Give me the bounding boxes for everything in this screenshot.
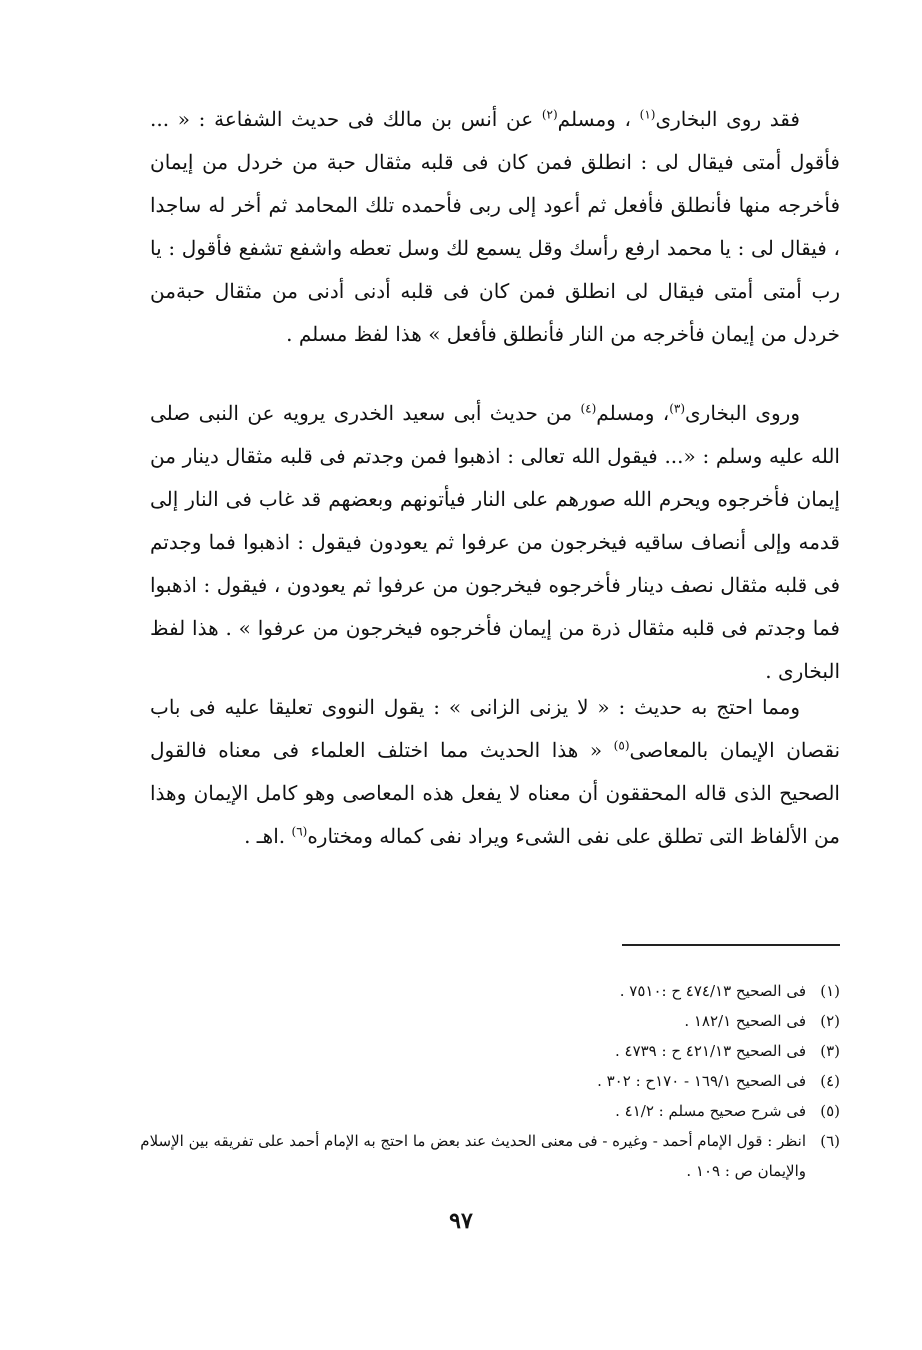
footnote-item: [130, 1096, 840, 1126]
paragraph-1-text-2: ، ومسلم: [557, 107, 640, 131]
paragraph-3-text-3: .اهـ .: [244, 824, 292, 848]
footnote-number: (٣): [820, 1042, 840, 1060]
footnote-ref-4: (٤): [580, 401, 597, 416]
footnote-item: [130, 1066, 840, 1096]
paragraph-3-text-1: ومما احتج به حديث : « لا يزنى الزانى » : يقول النووى تعليقا عليه فى باب نقصان الإيمان بالمعاصى: [150, 695, 841, 762]
footnotes-list: [130, 976, 840, 1186]
footnote-text: فى شرح صحيح مسلم : ٤١/٢ .: [615, 1102, 806, 1120]
footnote-number: (١): [820, 982, 840, 1000]
paragraph-3: [150, 686, 840, 858]
footnote-ref-6: (٦): [291, 824, 308, 839]
footnote-ref-3: (٣): [669, 401, 686, 416]
footnote-number: (٥): [820, 1102, 840, 1120]
footnote-text: فى الصحيح ١٦٩/١ - ١٧٠ح : ٣٠٢ .: [597, 1072, 806, 1090]
footnote-number: (٤): [820, 1072, 840, 1090]
footnote-item: [130, 1126, 840, 1186]
paragraph-3-text-2: « هذا الحديث مما اختلف العلماء فى معناه فالقول الصحيح الذى قاله المحققون أن معناه لا يفعل هذه المعاصى وهو كامل الإيمان وهذا من الألفاظ التى تطلق على نفى الشىء ويراد نفى كماله ومختاره: [150, 738, 840, 848]
footnote-item: [130, 976, 840, 1006]
paragraph-1-text-1: فقد روى البخارى: [655, 107, 800, 131]
paragraph-1: [150, 98, 840, 356]
footnote-divider: [622, 944, 840, 946]
paragraph-1-text-3: عن أنس بن مالك فى حديث الشفاعة : « ... فأقول أمتى فيقال لى : انطلق فمن كان فى قلبه مثقال حبة من خردل من إيمان فأخرجه منها فأنطلق فأفعل ثم أعود إلى ربى فأحمده تلك المحامد ثم أخر له ساجدا ، فيقال لى : يا محمد ارفع رأسك وقل يسمع لك وسل تعطه واشفع تشفع فأقول : يا رب أمتى أمتى فيقال لى انطلق فمن كان فى قلبه أدنى أدنى من مثقال حبةمن خردل من إيمان فأخرجه من النار فأنطلق فأفعل » هذا لفظ مسلم .: [150, 107, 841, 346]
paragraph-2-text-1: وروى البخارى: [685, 401, 800, 425]
footnote-ref-5: (٥): [613, 738, 630, 753]
footnote-ref-1: (١): [639, 107, 656, 122]
footnote-number: (٦): [820, 1132, 840, 1150]
footnote-text: فى الصحيح ٤٢١/١٣ ح : ٤٧٣٩ .: [614, 1042, 806, 1060]
footnote-number: (٢): [820, 1012, 840, 1030]
footnote-text: انظر : قول الإمام أحمد - وغيره - فى معنى الحديث عند بعض ما احتج به الإمام أحمد على تفريقه بين الإسلام والإيمان ص : ١٠٩ .: [140, 1132, 806, 1180]
footnote-item: [130, 1036, 840, 1066]
footnote-text: فى الصحيح ١٨٢/١ .: [684, 1012, 806, 1030]
footnote-ref-2: (٢): [541, 107, 558, 122]
paragraph-2-text-2: ، ومسلم: [596, 401, 670, 425]
paragraph-2-text-3: من حديث أبى سعيد الخدرى يرويه عن النبى صلى الله عليه وسلم : «... فيقول الله تعالى : اذهبوا فمن وجدتم فى قلبه مثقال دينار من إيمان فأخرجوه ويحرم الله صورهم على النار فيأتونهم وبعضهم قد غاب فى النار إلى قدمه وإلى أنصاف ساقيه فيخرجون من عرفوا ثم يعودون فيقول : اذهبوا فما وجدتم فى قلبه مثقال نصف دينار فأخرجوه فيخرجون من عرفوا ثم يعودون ، فيقول : اذهبوا فما وجدتم فى قلبه مثقال ذرة من إيمان فأخرجوه فيخرجون من عرفوا » . هذا لفظ البخارى .: [150, 401, 840, 683]
footnote-text: فى الصحيح ٤٧٤/١٣ ح :٧٥١٠ .: [619, 982, 806, 1000]
paragraph-2: [150, 392, 840, 693]
page-number: ٩٧: [449, 1208, 473, 1234]
footnote-item: [130, 1006, 840, 1036]
